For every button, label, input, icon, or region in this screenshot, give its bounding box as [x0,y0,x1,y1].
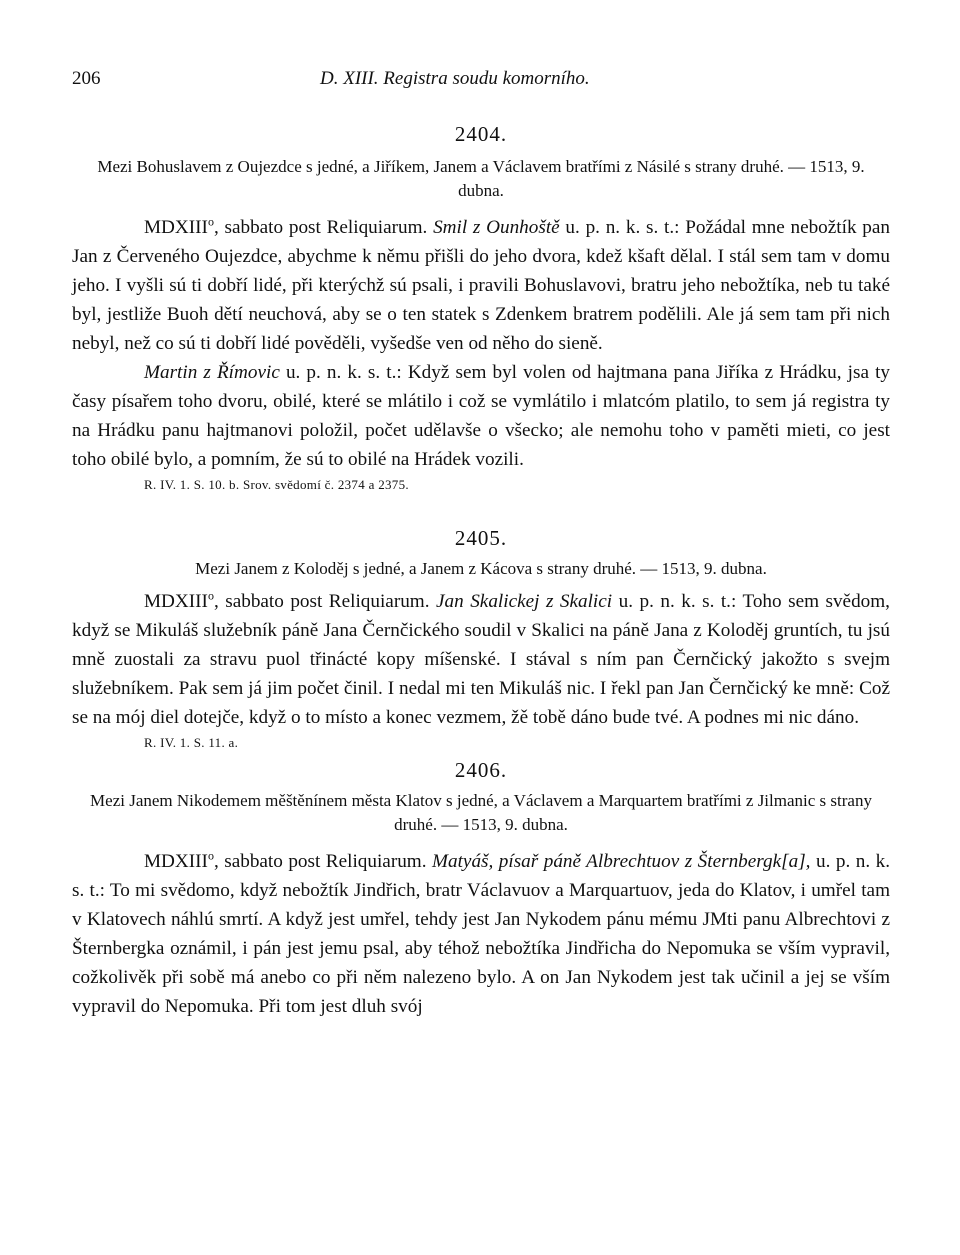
entry-2404 [72,122,890,496]
entry-2406 [72,758,890,1021]
source-reference: R. IV. 1. S. 10. b. Srov. svědomí č. 2374 a 2375. [144,477,409,492]
entry-number: 2406. [454,758,508,782]
testimony-paragraph: MDXIII$^o$, sabbato post Reliquiarum. Jan Skalickej z Skalici u. p. n. k. s. t.: Toho sem svědom, když se Mikuláš služebník páně Jana Černčického soudil v Skalici na páně Jana z Koloděj gruntích, tu jsú mně zuostali za stravu puol třinácté kopy míšenské. I stával s ním pan Černčický jakožto s svejm služebníkem. Pak sem já jim počet činil. I nedal mi ten Mikuláš nic. I řekl pan Jan Černčický ke mně: Což se na mój diel dotejče, když o to místo a konec vezmem, žě tobě dáno bude tvé. A podnes mi nic dáno. [72,588,890,728]
witness-name: Jan Skalickej z Skalici [436,591,613,612]
page [72,68,890,1021]
testimony-paragraph: MDXIII$^o$, sabbato post Reliquiarum. Matyáš, písař páně Albrechtuov z Šternbergk[a], u. p. n. k. s. t.: To mi svědomo, když nebožtík Jindřich, bratr Václavuov a Marquartuov, jeda do Klatov, i umřel tam v Klatovech náhlú smrtí. A když jest umřel, tehdy jest Jan Nykodem pánu mému JMti panu Albrechtovi z Šternbergka oznámil, i pán jest jemu psal, aby téhož nebožtíka Jindřicha do Nepomuka se vším vypravil, cožkolivěk při sobě má anebo co při něm nalezeno bylo. A on Jan Nykodem jest tak učinil a jej se vším vypravil do Nepomuka. Při tom jest dluh svój [72,848,890,1017]
entry-2405 [72,526,890,754]
running-header [72,68,890,100]
testimony-paragraph: Martin z Římovic u. p. n. k. s. t.: Když sem byl volen od hajtmana pana Jiříka z Hrádku, jsa ty časy písařem toho dvoru, obilé, které se mlátilo i což se vymlátilo i mlatcóm platilo, to sem já registra ty na Hrádku panu hajtmanovi položil, počet udělavše o všecko; ale nemohu toho v paměti mieti, co jest toho obilé bylo, a pomním, že sú to obilé na Hrádek vozili. [72,362,890,470]
entry-summary: Mezi Bohuslavem z Oujezdce s jedné, a Jiříkem, Janem a Václavem bratřími z Násilé s strany druhé. — 1513, 9. dubna. [97,157,865,200]
entry-summary: Mezi Janem z Koloděj s jedné, a Janem z Kácova s strany druhé. — 1513, 9. dubna. [195,559,767,578]
entry-number: 2405. [454,526,508,550]
source-reference: R. IV. 1. S. 11. a. [144,735,239,750]
entry-summary: Mezi Janem Nikodemem měštěnínem města Klatov s jedné, a Václavem a Marquartem bratřími z Jilmanic s strany druhé. — 1513, 9. dubna. [90,791,872,834]
witness-name: Martin z Římovic [144,362,280,383]
entry-number: 2404. [454,122,508,146]
witness-name: Smil z Ounhoště [433,217,560,238]
running-title: D. XIII. Registra soudu komorního. [320,68,590,89]
testimony-paragraph: MDXIII$^o$, sabbato post Reliquiarum. Smil z Ounhoště u. p. n. k. s. t.: Požádal mne nebožtík pan Jan z Červeného Oujezdce, abychme k němu přišli do jeho dvora, kdež kšaft dělal. I stál sem tam v domu jeho. I vyšli sú ti dobří lidé, při kterýchž sú psali, i pravili Bohuslavovi, bratru jeho nebožtíka, neb tu také byl, jestliže Buoh dětí neuchová, aby se o ten statek s Zdenkem bratrem podělili. Ale já sem tam při nich nebyl, než co sú ti dobří lidé pověděli, vyšedše ven od něho do sieně. [72,214,890,354]
page-number: 206 [72,68,101,89]
witness-name: Matyáš, písař páně Albrechtuov z Šternbergk[a], [432,851,811,872]
